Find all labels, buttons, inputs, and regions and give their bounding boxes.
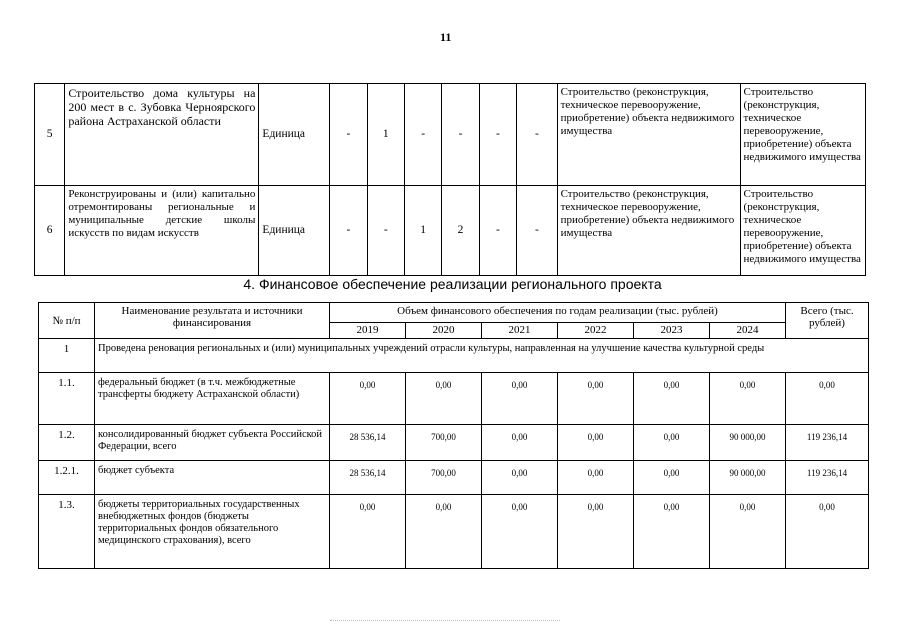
header-volume: Объем финансового обеспечения по годам реализации (тыс. рублей) bbox=[330, 303, 786, 323]
row-number: 1.2. bbox=[39, 425, 95, 461]
year-cell: - bbox=[479, 84, 516, 186]
value-cell: 0,00 bbox=[482, 461, 558, 495]
table-row bbox=[39, 495, 869, 569]
value-cell: 0,00 bbox=[634, 373, 710, 425]
year-cell: - bbox=[517, 84, 557, 186]
value-cell: 700,00 bbox=[406, 425, 482, 461]
source-name: бюджет субъекта bbox=[95, 461, 330, 495]
value-cell: 0,00 bbox=[482, 425, 558, 461]
header-num: № п/п bbox=[39, 303, 95, 339]
year-cell: - bbox=[367, 186, 404, 276]
row-number: 1 bbox=[39, 339, 95, 373]
value-cell: 0,00 bbox=[330, 373, 406, 425]
value-cell: 0,00 bbox=[330, 495, 406, 569]
header-year: 2020 bbox=[406, 323, 482, 339]
value-cell: 0,00 bbox=[634, 425, 710, 461]
value-cell: 90 000,00 bbox=[710, 425, 786, 461]
value-cell: 0,00 bbox=[406, 373, 482, 425]
source-name: бюджеты территориальных государственных внебюджетных фондов (бюджеты территориальных фондов обязательного медицинского страхования), всего bbox=[95, 495, 330, 569]
year-cell: - bbox=[404, 84, 441, 186]
row-number: 5 bbox=[35, 84, 65, 186]
header-year: 2019 bbox=[330, 323, 406, 339]
total-cell: 0,00 bbox=[786, 495, 869, 569]
type-cell: Строительство (реконструкция, техническое перевооружение, приобретение) объекта недвижимого имущества bbox=[557, 84, 740, 186]
value-cell: 700,00 bbox=[406, 461, 482, 495]
page-number: 11 bbox=[440, 30, 452, 44]
table-row bbox=[39, 461, 869, 495]
year-cell: - bbox=[330, 186, 367, 276]
value-cell: 90 000,00 bbox=[710, 461, 786, 495]
header-name: Наименование результата и источники финансирования bbox=[95, 303, 330, 339]
year-cell: 1 bbox=[367, 84, 404, 186]
value-cell: 0,00 bbox=[406, 495, 482, 569]
row-number: 1.2.1. bbox=[39, 461, 95, 495]
unit-cell: Единица bbox=[259, 84, 330, 186]
header-total: Всего (тыс. рублей) bbox=[786, 303, 869, 339]
row-number: 1.3. bbox=[39, 495, 95, 569]
year-cell: - bbox=[442, 84, 479, 186]
value-cell: 28 536,14 bbox=[330, 461, 406, 495]
total-cell: 119 236,14 bbox=[786, 461, 869, 495]
header-year: 2021 bbox=[482, 323, 558, 339]
source-name: консолидированный бюджет субъекта Российской Федерации, всего bbox=[95, 425, 330, 461]
value-cell: 0,00 bbox=[558, 373, 634, 425]
value-cell: 0,00 bbox=[710, 373, 786, 425]
type-cell: Строительство (реконструкция, техническое перевооружение, приобретение) объекта недвижимого имущества bbox=[557, 186, 740, 276]
header-year: 2023 bbox=[634, 323, 710, 339]
value-cell: 0,00 bbox=[482, 495, 558, 569]
row-number: 1.1. bbox=[39, 373, 95, 425]
type-cell: Строительство (реконструкция, техническое перевооружение, приобретение) объекта недвижимого имущества bbox=[740, 186, 865, 276]
scan-artifact bbox=[330, 620, 560, 623]
year-cell: - bbox=[517, 186, 557, 276]
table-row bbox=[35, 186, 866, 276]
header-year: 2022 bbox=[558, 323, 634, 339]
value-cell: 28 536,14 bbox=[330, 425, 406, 461]
section-title: 4. Финансовое обеспечение реализации регионального проекта bbox=[243, 276, 662, 292]
finance-table bbox=[38, 302, 869, 569]
value-cell: 0,00 bbox=[558, 425, 634, 461]
table-row bbox=[39, 373, 869, 425]
header-row bbox=[39, 303, 869, 323]
value-cell: 0,00 bbox=[710, 495, 786, 569]
result-text: Проведена реновация региональных и (или) муниципальных учреждений отрасли культуры, направленная на улучшение качества культурной среды bbox=[95, 339, 869, 373]
result-row bbox=[39, 339, 869, 373]
row-number: 6 bbox=[35, 186, 65, 276]
value-cell: 0,00 bbox=[634, 461, 710, 495]
result-name: Реконструированы и (или) капитально отремонтированы региональные и муниципальные детские школы искусств по видам искусств bbox=[65, 186, 259, 276]
total-cell: 0,00 bbox=[786, 373, 869, 425]
total-cell: 119 236,14 bbox=[786, 425, 869, 461]
table-row bbox=[39, 425, 869, 461]
source-name: федеральный бюджет (в т.ч. межбюджетные трансферты бюджету Астраханской области) bbox=[95, 373, 330, 425]
year-cell: - bbox=[330, 84, 367, 186]
unit-cell: Единица bbox=[259, 186, 330, 276]
year-cell: - bbox=[479, 186, 516, 276]
table-row bbox=[35, 84, 866, 186]
header-year: 2024 bbox=[710, 323, 786, 339]
type-cell: Строительство (реконструкция, техническое перевооружение, приобретение) объекта недвижимого имущества bbox=[740, 84, 865, 186]
year-cell: 2 bbox=[442, 186, 479, 276]
results-table bbox=[34, 83, 866, 276]
value-cell: 0,00 bbox=[558, 495, 634, 569]
year-cell: 1 bbox=[404, 186, 441, 276]
value-cell: 0,00 bbox=[558, 461, 634, 495]
value-cell: 0,00 bbox=[634, 495, 710, 569]
result-name: Строительство дома культуры на 200 мест в с. Зубовка Черноярского района Астраханской области bbox=[65, 84, 259, 186]
value-cell: 0,00 bbox=[482, 373, 558, 425]
